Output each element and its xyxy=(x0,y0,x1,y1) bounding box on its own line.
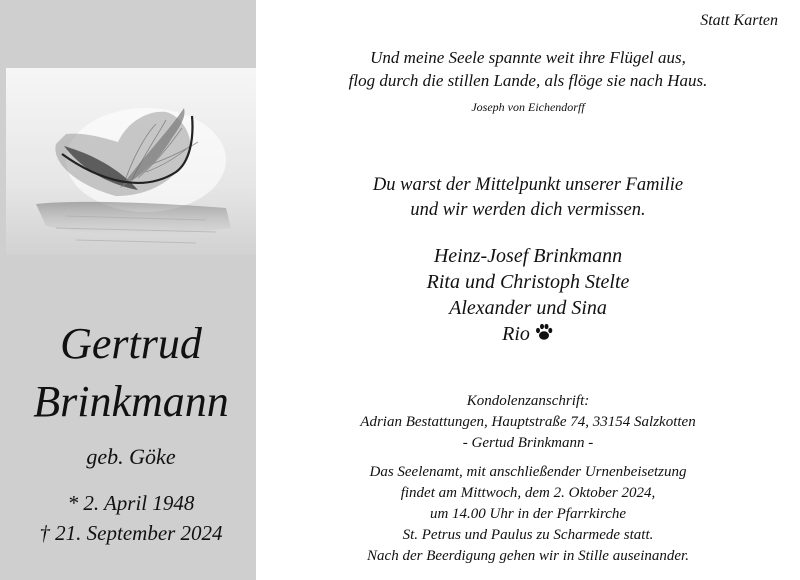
birth-date: * 2. April 1948 xyxy=(67,491,195,515)
deceased-last-name: Brinkmann xyxy=(33,377,229,426)
maiden-name: geb. Göke xyxy=(86,444,176,469)
mourner-name: Rita und Christoph Stelte xyxy=(426,271,630,293)
poem-line-2: flog durch die stillen Lande, als flöge sie nach Haus. xyxy=(348,71,708,90)
poem-author: Joseph von Eichendorff xyxy=(471,100,585,114)
statt-karten-label: Statt Karten xyxy=(700,12,778,29)
paw-icon xyxy=(534,322,554,349)
mourner-pet-line xyxy=(256,321,800,349)
condolence-reference: - Gertud Brinkmann - xyxy=(462,435,594,451)
condolence-label: Kondolenzanschrift: xyxy=(466,393,590,409)
mourner-name: Alexander und Sina xyxy=(449,297,607,319)
left-panel xyxy=(0,0,256,580)
service-line-5: Nach der Beerdigung gehen wir in Stille auseinander. xyxy=(367,548,689,564)
family-message-line-1: Du warst der Mittelpunkt unserer Familie xyxy=(372,175,684,195)
poem-line-1: Und meine Seele spannte weit ihre Flügel aus, xyxy=(370,48,686,67)
feather-image xyxy=(6,68,256,255)
deceased-first-name: Gertrud xyxy=(60,319,202,368)
service-line-1: Das Seelenamt, mit anschließender Urnenbeisetzung xyxy=(369,464,687,480)
service-line-3: um 14.00 Uhr in der Pfarrkirche xyxy=(429,506,627,522)
right-panel xyxy=(256,0,800,580)
mourner-name: Rio xyxy=(502,323,530,345)
family-message-line-2: und wir werden dich vermissen. xyxy=(410,200,646,220)
condolence-address: Adrian Bestattungen, Hauptstraße 74, 33154 Salzkotten xyxy=(360,414,696,430)
service-line-4: St. Petrus und Paulus zu Scharmede statt. xyxy=(402,527,654,543)
mourner-name: Heinz-Josef Brinkmann xyxy=(433,245,623,267)
service-line-2: findet am Mittwoch, dem 2. Oktober 2024, xyxy=(400,485,656,501)
death-date: † 21. September 2024 xyxy=(39,521,223,545)
